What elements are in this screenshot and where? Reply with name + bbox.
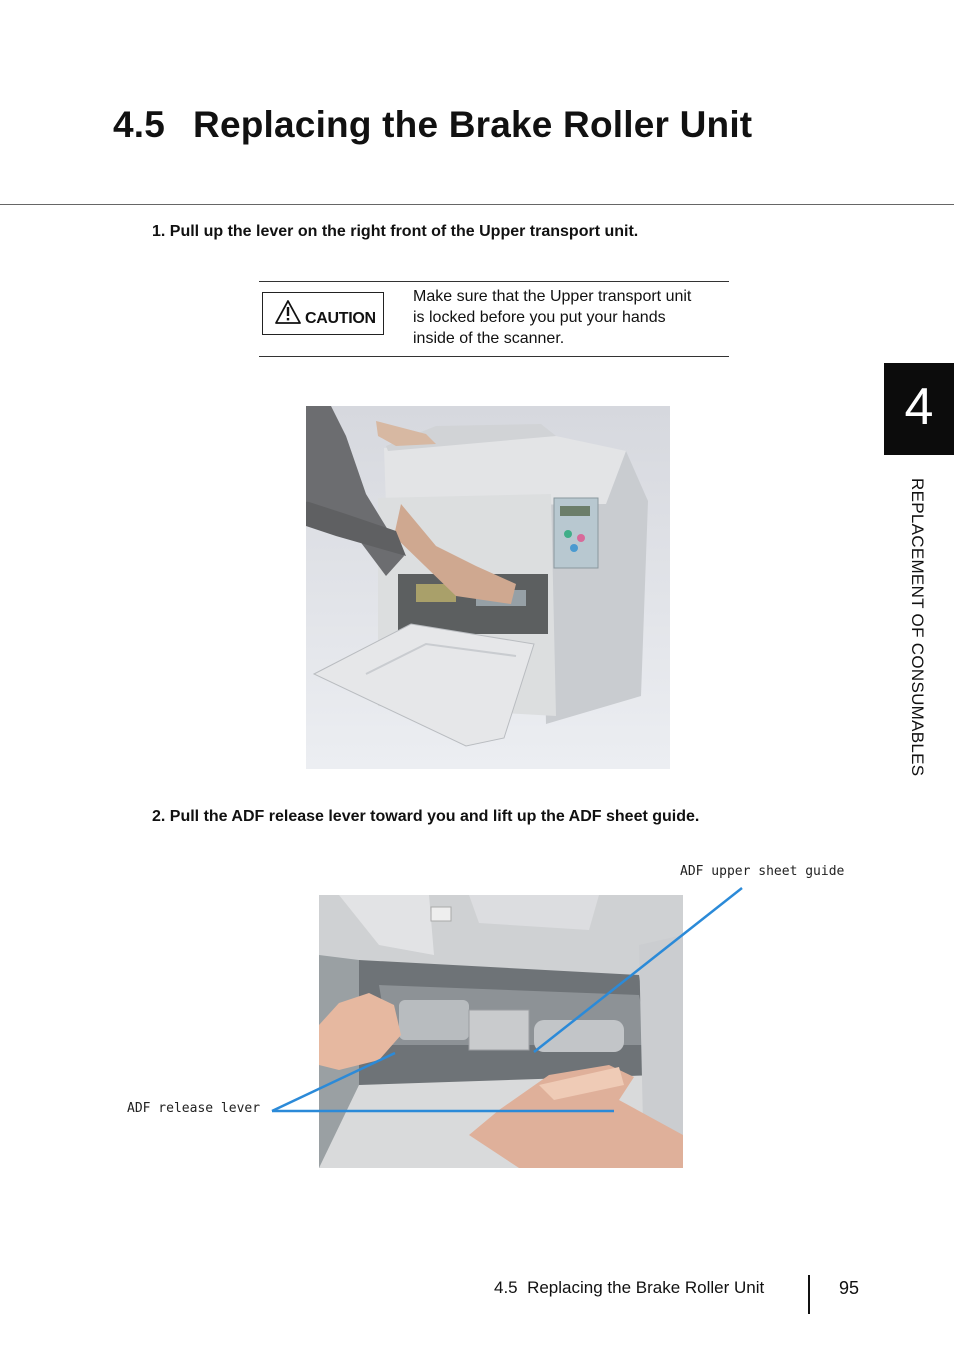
- chapter-number: 4: [904, 378, 934, 436]
- step-1-text: 1. Pull up the lever on the right front of the Upper transport unit.: [152, 223, 639, 240]
- caution-line: Make sure that the Upper transport unit: [413, 288, 692, 305]
- footer-running-title: 4.5 Replacing the Brake Roller Unit: [494, 1278, 765, 1297]
- leader-line-sheet-guide: [534, 888, 742, 1052]
- section-number: 4.5: [113, 104, 166, 145]
- callout-label-release-lever: ADF release lever: [127, 1101, 261, 1116]
- chapter-section-label: REPLACEMENT OF CONSUMABLES: [908, 478, 927, 777]
- caution-line: inside of the scanner.: [413, 330, 565, 347]
- footer-divider: [808, 1275, 810, 1314]
- leader-line-release-lever-left: [272, 1053, 395, 1111]
- page-number: 95: [839, 1278, 860, 1298]
- step-2-text: 2. Pull the ADF release lever toward you and lift up the ADF sheet guide.: [152, 808, 700, 825]
- callout-label-sheet-guide: ADF upper sheet guide: [680, 864, 845, 879]
- chapter-tab: [884, 363, 954, 455]
- section-title: Replacing the Brake Roller Unit: [193, 104, 753, 145]
- caution-label: CAUTION: [305, 310, 376, 327]
- caution-line: is locked before you put your hands: [413, 309, 666, 326]
